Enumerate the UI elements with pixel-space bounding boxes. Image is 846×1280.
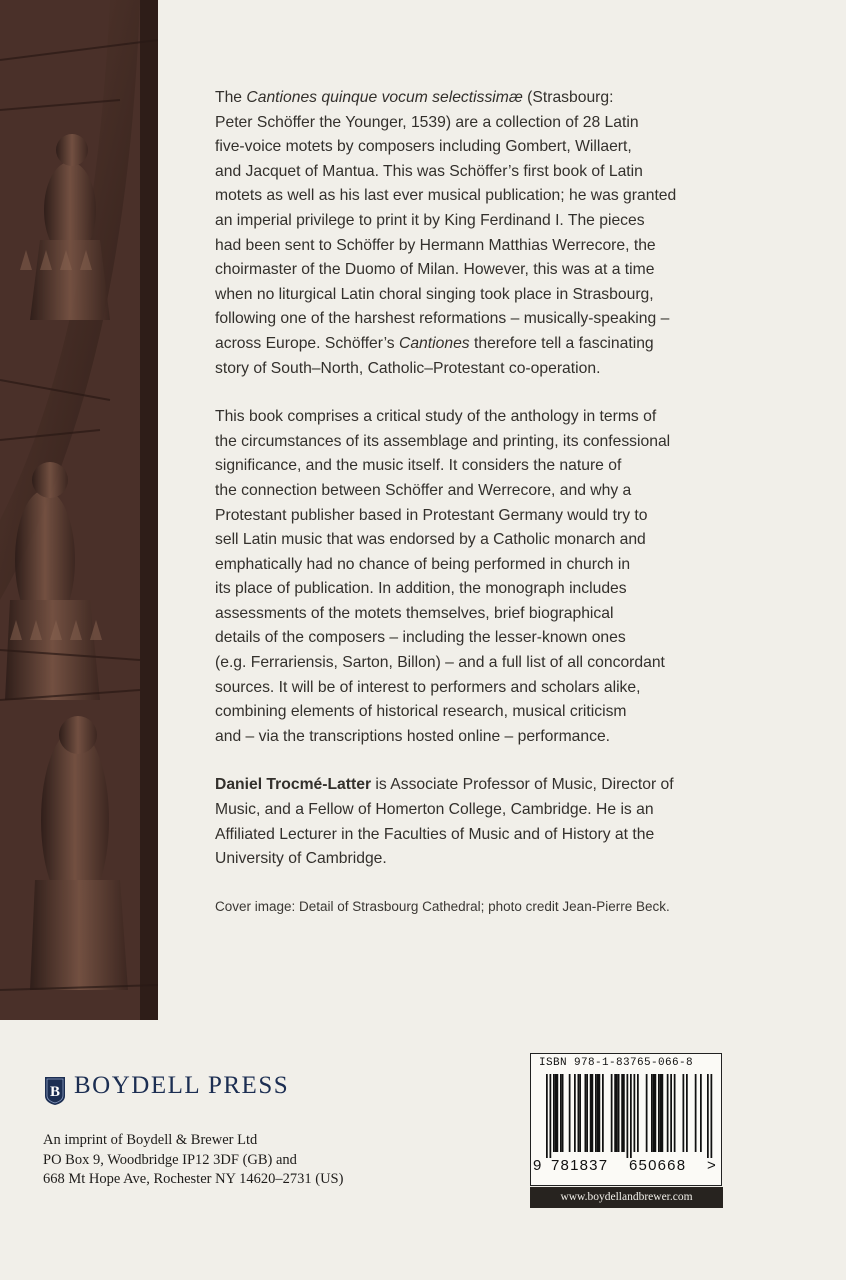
barcode-bar [597,1074,599,1152]
text-line: combining elements of historical research, musical criticism [215,703,627,721]
text-line: Peter Schöffer the Younger, 1539) are a collection of 28 Latin [215,113,639,131]
text-line: choirmaster of the Duomo of Milan. However, this was at a time [215,261,655,279]
barcode-first-digit: 9 [533,1157,542,1174]
blurb [215,86,755,896]
barcode-bar [569,1074,571,1152]
barcode-bar [546,1074,548,1158]
barcode-bar [579,1074,581,1152]
text-line: (e.g. Ferrariensis, Sarton, Billon) – and a full list of all concordant [215,654,665,672]
text-line: the circumstances of its assemblage and printing, its confessional [215,432,671,450]
barcode-bar [700,1074,702,1152]
barcode-bar [695,1074,697,1152]
barcode-bar [599,1074,601,1152]
barcode-bar [658,1074,660,1152]
text-line: Music, and a Fellow of Homerton College, Cambridge. He is an [215,801,654,819]
barcode-digits [531,1157,721,1179]
text-line: sell Latin music that was endorsed by a Catholic monarch and [215,531,646,549]
text-line: and – via the transcriptions hosted online – performance. [215,727,611,745]
publisher-name: BOYDELL PRESS [74,1072,290,1099]
barcode-bar [595,1074,597,1152]
barcode-bar [618,1074,620,1152]
svg-text:B: B [49,1084,61,1100]
text-line: University of Cambridge. [215,850,387,868]
isbn-label: ISBN 978-1-83765-066-8 [539,1057,694,1069]
barcode-bar [630,1074,632,1158]
text-line: motets as well as his last ever musical publication; he was granted [215,187,677,205]
barcode-bar [634,1074,636,1152]
barcode-bar [662,1074,664,1152]
barcode-bar [611,1074,613,1152]
barcode-bar [686,1074,688,1152]
barcode-bar [627,1074,629,1158]
text-line: Protestant publisher based in Protestant Germany would try to [215,506,648,524]
barcode-bar [578,1074,580,1152]
barcode-bar [683,1074,685,1152]
text-line: sources. It will be of interest to performers and scholars alike, [215,678,641,696]
barcode-bar [660,1074,662,1152]
barcode-bar [651,1074,653,1152]
text-line: This book comprises a critical study of the anthology in terms of [215,408,657,426]
barcode-bar [670,1074,672,1152]
barcode-bar [637,1074,639,1152]
barcode-bars [531,1074,721,1158]
barcode-bar [616,1074,618,1152]
barcode-bar [711,1074,713,1158]
barcode-bar [602,1074,604,1152]
text-line: emphatically had no chance of being performed in church in [215,555,631,573]
barcode-right-digits: 650668 [629,1157,687,1174]
barcode-bar [592,1074,594,1152]
barcode-bar [555,1074,557,1152]
barcode-bar [585,1074,587,1152]
text-line: and Jacquet of Mantua. This was Schöffer’s first book of Latin [215,162,643,180]
text-line: Affiliated Lecturer in the Faculties of Music and of History at the [215,825,655,843]
text-line: when no liturgical Latin choral singing took place in Strasbourg, [215,285,654,303]
barcode-bar [674,1074,676,1152]
barcode-bar [621,1074,623,1152]
author-bio [215,773,755,871]
address-line: PO Box 9, Woodbridge IP12 3DF (GB) and [43,1151,297,1168]
barcode-bar [653,1074,655,1152]
author-name: Daniel Trocmé-Latter [215,776,372,794]
cantiones-italic: Cantiones [399,334,470,352]
text-line: had been sent to Schöffer by Hermann Matthias Werrecore, the [215,236,656,254]
text-line: details of the composers – including the lesser-known ones [215,629,626,647]
barcode-bar [590,1074,592,1152]
text-line: the connection between Schöffer and Werrecore, and why a [215,481,632,499]
barcode-bar [557,1074,559,1152]
boydell-logo-icon [43,1076,67,1106]
cover-image-credit: Cover image: Detail of Strasbourg Cathedral; photo credit Jean-Pierre Beck. [215,899,670,914]
text-line: significance, and the music itself. It considers the nature of [215,457,622,475]
barcode-bar [586,1074,588,1152]
text-line: story of South–North, Catholic–Protestant co-operation. [215,359,601,377]
text-line: Daniel Trocmé-Latter is Associate Professor of Music, Director of [215,776,674,794]
text-line: an imperial privilege to print it by King Ferdinand I. The pieces [215,211,645,229]
barcode-bar [550,1074,552,1158]
barcode-bar [574,1074,576,1152]
text-line: assessments of the motets themselves, brief biographical [215,604,614,622]
text-line: The Cantiones quinque vocum selectissimæ (Strasbourg: [215,89,614,106]
barcode-bar [614,1074,616,1152]
barcode-bar [553,1074,555,1152]
cathedral-sculpture-image [0,0,158,1020]
text-line: its place of publication. In addition, the monograph includes [215,580,627,598]
text-line: five-voice motets by composers including Gombert, Willaert, [215,138,632,156]
barcode-bar [562,1074,564,1152]
text-line: following one of the harshest reformations – musically-speaking – [215,310,670,328]
blurb-paragraph-1 [215,86,755,381]
barcode-left-digits: 781837 [551,1157,609,1174]
publisher-website: www.boydellandbrewer.com [530,1187,723,1208]
barcode-bar [707,1074,709,1158]
text-line: across Europe. Schöffer’s Cantiones therefore tell a fascinating [215,334,654,352]
barcode-bar [667,1074,669,1152]
barcode-bar [560,1074,562,1152]
barcode-bar [655,1074,657,1152]
barcode-bar [646,1074,648,1152]
barcode-bar [623,1074,625,1152]
publisher-address [43,1131,343,1190]
address-line: An imprint of Boydell & Brewer Ltd [43,1132,258,1148]
book-title: Cantiones quinque vocum selectissimæ [246,89,523,106]
blurb-paragraph-2 [215,405,755,749]
isbn-barcode [530,1053,722,1186]
barcode-quiet-zone-marker: > [707,1157,716,1174]
address-line: 668 Mt Hope Ave, Rochester NY 14620–2731 (US) [43,1171,344,1187]
cover-photo-strip [0,0,158,1020]
